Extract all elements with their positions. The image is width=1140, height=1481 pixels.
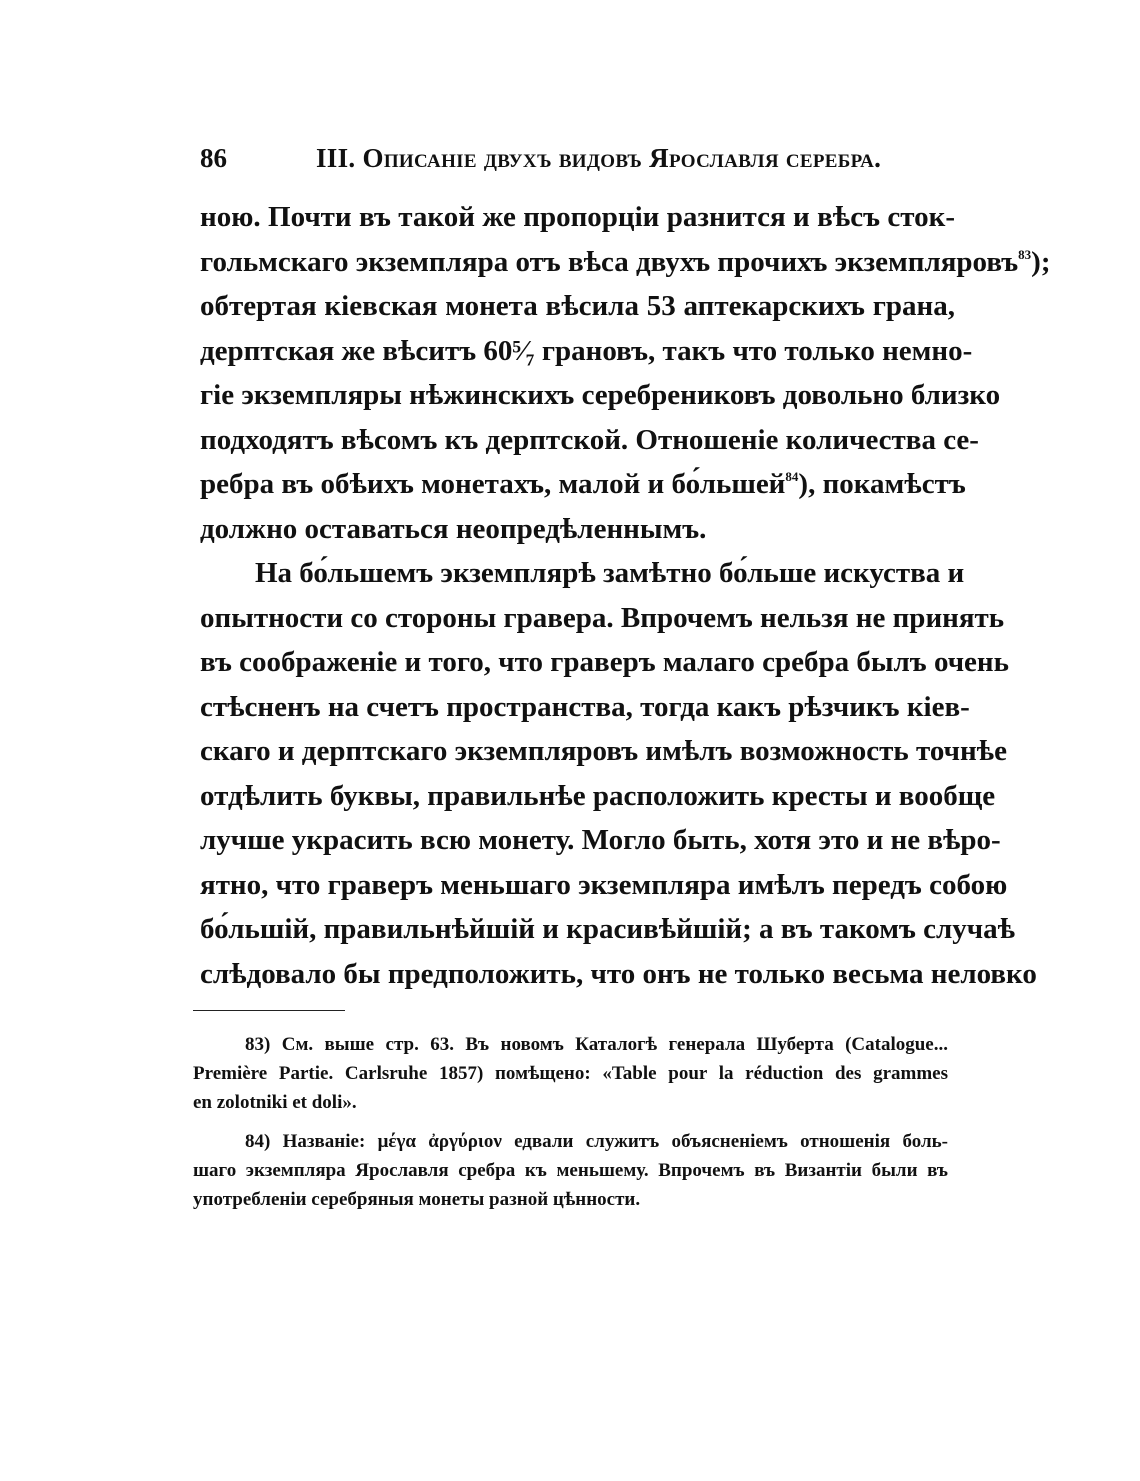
- page-header: [200, 143, 960, 179]
- footnote-gap: [193, 1117, 948, 1127]
- footnote-line: 84) Названіе: μέγα ἀργύριον едвали служитъ объясненіемъ отношенія боль-: [245, 1131, 948, 1152]
- footnote-84: [193, 1127, 948, 1214]
- footnote-ref-83: 83: [1018, 246, 1032, 262]
- text-line: лучше украсить всю монету. Могло быть, хотя это и не вѣро-: [200, 824, 1001, 856]
- paragraph-2: [200, 551, 1037, 996]
- page-number: 86: [200, 143, 227, 173]
- text-line: дерптская же вѣситъ 60⁵⁄₇ грановъ, такъ что только немно-: [200, 334, 973, 367]
- text-line: ятно, что граверъ меньшаго экземпляра имѣлъ передъ собою: [200, 868, 1008, 901]
- footnote-line: Première Partie. Carlsruhe 1857) помѣщено: «Table pour la réduction des grammes: [193, 1063, 948, 1084]
- text-line: слѣдовало бы предположить, что онъ не только весьма неловко: [200, 957, 1037, 990]
- running-title: III. Описаніе двухъ видовъ Ярославля серебра.: [316, 143, 882, 173]
- footnote-line: шаго экземпляра Ярославля сребра къ меньшему. Впрочемъ въ Византіи были въ: [193, 1160, 948, 1181]
- text-line: опытности со стороны гравера. Впрочемъ нельзя не принять: [200, 601, 1005, 634]
- text-line: стѣсненъ на счетъ пространства, тогда какъ рѣзчикъ кіев-: [200, 690, 970, 723]
- text-line: бо́льшій, правильнѣйшій и красивѣйшій; а въ такомъ случаѣ: [200, 913, 1016, 945]
- text-line: ною. Почти въ такой же пропорціи разнится и вѣсъ сток-: [200, 201, 955, 233]
- footnote-line: употребленіи серебряныя монеты разной цѣнности.: [193, 1189, 641, 1210]
- text-line: гіе экземпляры нѣжинскихъ серебрениковъ довольно близко: [200, 379, 1001, 411]
- text-line: подходятъ вѣсомъ къ дерптской. Отношеніе количества се-: [200, 423, 979, 456]
- footnotes: [193, 1030, 948, 1214]
- text-line: На бо́льшемъ экземплярѣ замѣтно бо́льше искуства и: [255, 557, 965, 589]
- footnote-line: en zolotniki et doli».: [193, 1092, 357, 1113]
- text-line: обтертая кіевская монета вѣсила 53 аптекарскихъ грана,: [200, 290, 955, 322]
- text-line: должно оставаться неопредѣленнымъ.: [200, 512, 707, 545]
- text-line: скаго и дерптскаго экземпляровъ имѣлъ возможность точнѣе: [200, 735, 1007, 767]
- text-line: ребра въ обѣихъ монетахъ, малой и бо́льшей$^{84}$), покамѣстъ: [200, 468, 966, 500]
- paragraph-1: [200, 195, 1051, 551]
- text-line: въ соображеніе и того, что граверъ малаго сребра былъ очень: [200, 646, 1009, 678]
- footnote-line: 83) См. выше стр. 63. Въ новомъ Каталогѣ генерала Шуберта (Catalogue...: [245, 1034, 948, 1055]
- footnote-ref-84: 84: [785, 469, 799, 484]
- footnote-separator: [193, 1010, 345, 1011]
- text-line: отдѣлить буквы, правильнѣе расположить кресты и вообще: [200, 779, 996, 812]
- main-text: [200, 195, 1051, 996]
- text-line: гольмскаго экземпляра отъ вѣса двухъ прочихъ экземпляровъ$^{83}$);: [200, 245, 1051, 278]
- footnote-83: [193, 1030, 948, 1117]
